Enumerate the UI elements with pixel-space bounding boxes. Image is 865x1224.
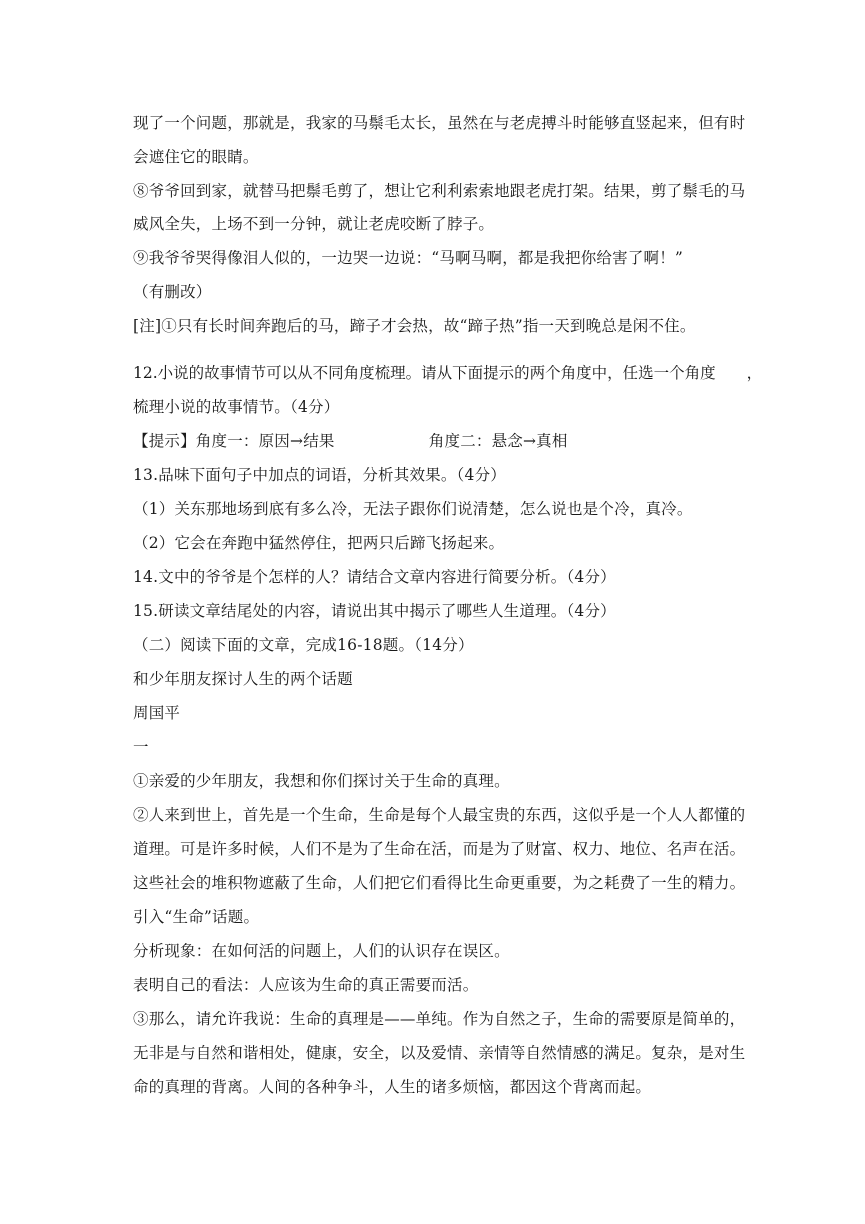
section-heading: （二）阅读下面的文章，完成16-18题。（14分）	[133, 636, 474, 654]
text-line: 这些社会的堆积物遮蔽了生命，人们把它们看得比生命更重要，为之耗费了一生的精力。	[133, 874, 746, 892]
annotation: 分析现象：在如何活的问题上，人们的认识存在误区。	[133, 942, 510, 960]
text-line: 现了一个问题，那就是，我家的马鬃毛太长，虽然在与老虎搏斗时能够直竖起来，但有时	[133, 114, 746, 132]
text-line: 无非是与自然和谐相处，健康，安全，以及爱情、亲情等自然情感的满足。复杂，是对生	[133, 1044, 746, 1062]
question-12: 12.小说的故事情节可以从不同角度梳理。请从下面提示的两个角度中，任选一个角度 ，	[133, 364, 763, 382]
text-line: ③那么，请允许我说：生命的真理是——单纯。作为自然之子，生命的需要原是简单的，	[133, 1010, 746, 1028]
question-13-item-1: （1）关东那地场到底有多么冷，无法子跟你们说清楚，怎么说也是个冷，真冷。	[133, 500, 693, 518]
annotation: 表明自己的看法：人应该为生命的真正需要而活。	[133, 976, 479, 994]
text-line: 威风全失，上场不到一分钟，就让老虎咬断了脖子。	[133, 215, 495, 233]
part-number: 一	[133, 738, 149, 756]
question-13-item-2: （2）它会在奔跑中猛然停住，把两只后蹄飞扬起来。	[133, 534, 505, 552]
question-14: 14.文中的爷爷是个怎样的人？请结合文章内容进行简要分析。（4分）	[133, 568, 616, 586]
text-line: ⑧爷爷回到家，就替马把鬃毛剪了，想让它利利索索地跟老虎打架。结果，剪了鬃毛的马	[133, 182, 746, 200]
text-line: 命的真理的背离。人间的各种争斗，人生的诸多烦恼，都因这个背离而起。	[133, 1078, 652, 1096]
footnote: [注]①只有长时间奔跑后的马，蹄子才会热，故“蹄子热”指一天到晚总是闲不住。	[133, 317, 696, 335]
text-line: ⑨我爷爷哭得像泪人似的，一边哭一边说：“马啊马啊，都是我把你给害了啊！”	[133, 249, 684, 267]
annotation: 引入“生命”话题。	[133, 908, 260, 926]
text-line: 会遮住它的眼睛。	[133, 148, 259, 166]
question-12-hint: 【提示】角度一：原因→结果 角度二：悬念→真相	[133, 432, 568, 450]
text-line: ①亲爱的少年朋友，我想和你们探讨关于生命的真理。	[133, 772, 510, 790]
question-13: 13.品味下面句子中加点的词语，分析其效果。（4分）	[133, 466, 506, 484]
source-note: （有删改）	[133, 283, 212, 301]
article-title: 和少年朋友探讨人生的两个话题	[133, 670, 353, 688]
question-12-cont: 梳理小说的故事情节。（4分）	[133, 398, 340, 416]
article-author: 周国平	[133, 704, 181, 722]
text-line: 道理。可是许多时候，人们不是为了生命在活，而是为了财富、权力、地位、名声在活。	[133, 840, 746, 858]
text-line: ②人来到世上，首先是一个生命，生命是每个人最宝贵的东西，这似乎是一个人人都懂的	[133, 806, 746, 824]
question-15: 15.研读文章结尾处的内容，请说出其中揭示了哪些人生道理。（4分）	[133, 602, 616, 620]
